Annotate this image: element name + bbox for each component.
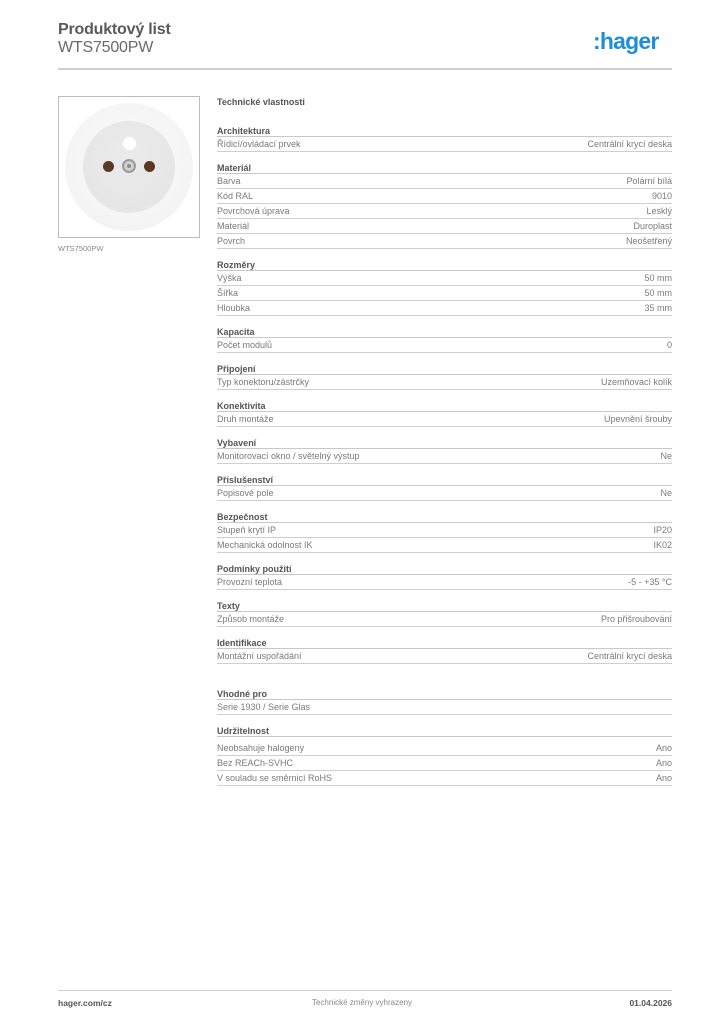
spec-label: Stupeň krytí IP bbox=[217, 525, 277, 535]
spec-value: Polární bílá bbox=[626, 176, 672, 186]
product-image-caption: WTS7500PW bbox=[58, 244, 104, 253]
spec-value: Upevnění šrouby bbox=[603, 414, 672, 424]
group-title: Rozměry bbox=[217, 259, 672, 271]
spec-label: Výška bbox=[217, 273, 242, 283]
spec-label: Monitorovací okno / světelný výstup bbox=[217, 451, 360, 461]
group-title: Texty bbox=[217, 600, 672, 612]
spec-row bbox=[217, 771, 672, 786]
socket-hole-right-icon bbox=[144, 161, 155, 172]
spec-label: Kód RAL bbox=[217, 191, 254, 201]
specs-title: Technické vlastnosti bbox=[217, 97, 305, 107]
spec-group-prislusenstvi bbox=[217, 474, 672, 501]
spec-group-udrzitelnost bbox=[217, 725, 672, 786]
spec-value: IP20 bbox=[653, 525, 672, 535]
spec-label: Barva bbox=[217, 176, 241, 186]
spec-label: Počet modulů bbox=[217, 340, 273, 350]
spec-value: IK02 bbox=[653, 540, 672, 550]
group-title: Architektura bbox=[217, 125, 672, 137]
spec-row bbox=[217, 137, 672, 152]
spec-value: Ano bbox=[655, 773, 672, 783]
group-title: Vhodné pro bbox=[217, 688, 672, 700]
technical-specs bbox=[217, 96, 672, 796]
spec-group-material bbox=[217, 162, 672, 249]
spec-label: Materiál bbox=[217, 221, 250, 231]
spec-value: 50 mm bbox=[644, 288, 672, 298]
spec-value: Ano bbox=[655, 743, 672, 753]
group-title: Bezpečnost bbox=[217, 511, 672, 523]
spec-label: Povrch bbox=[217, 236, 246, 246]
footer-notice: Technické změny vyhrazeny bbox=[311, 998, 413, 1007]
spec-row bbox=[217, 538, 672, 553]
spec-value: Ano bbox=[655, 758, 672, 768]
spec-label: Provozní teplota bbox=[217, 577, 283, 587]
spec-group-vybaveni bbox=[217, 437, 672, 464]
spec-group-vhodne-pro bbox=[217, 688, 672, 715]
spec-row bbox=[217, 756, 672, 771]
spec-group-bezpecnost bbox=[217, 511, 672, 553]
spec-value: -5 - +35 °C bbox=[628, 577, 672, 587]
spec-label: Neobsahuje halogeny bbox=[217, 743, 305, 753]
screw-icon bbox=[122, 159, 136, 173]
spec-row bbox=[217, 174, 672, 189]
spec-value: Lesklý bbox=[646, 206, 672, 216]
spec-group-konektivita bbox=[217, 400, 672, 427]
spec-label: Povrchová úprava bbox=[217, 206, 290, 216]
spec-group-kapacita bbox=[217, 326, 672, 353]
spec-label: V souladu se směrnicí RoHS bbox=[217, 773, 333, 783]
spec-row bbox=[217, 612, 672, 627]
spec-row bbox=[217, 449, 672, 464]
spec-value: 35 mm bbox=[644, 303, 672, 313]
product-code: WTS7500PW bbox=[58, 39, 154, 56]
footer-website-link[interactable]: hager.com/cz bbox=[58, 998, 112, 1008]
header-divider bbox=[58, 68, 672, 70]
group-title: Materiál bbox=[217, 162, 672, 174]
spec-row bbox=[217, 271, 672, 286]
group-title: Identifikace bbox=[217, 637, 672, 649]
earth-pin-icon bbox=[123, 137, 136, 150]
spec-row bbox=[217, 649, 672, 664]
document-title: Produktový list bbox=[58, 21, 171, 38]
spec-value: Centrální krycí deska bbox=[587, 651, 672, 661]
group-title: Příslušenství bbox=[217, 474, 672, 486]
spec-row bbox=[217, 486, 672, 501]
spec-row bbox=[217, 741, 672, 756]
spec-group-podminky-pouziti bbox=[217, 563, 672, 590]
spec-row bbox=[217, 375, 672, 390]
spec-value: 50 mm bbox=[644, 273, 672, 283]
spec-label: Typ konektoru/zástrčky bbox=[217, 377, 310, 387]
spec-row bbox=[217, 189, 672, 204]
spec-label: Způsob montáže bbox=[217, 614, 285, 624]
spec-value: Ne bbox=[660, 451, 672, 461]
spec-row bbox=[217, 301, 672, 316]
spec-value: 9010 bbox=[651, 191, 672, 201]
spec-row bbox=[217, 412, 672, 427]
spec-label: Hloubka bbox=[217, 303, 251, 313]
spec-group-texty bbox=[217, 600, 672, 627]
group-title: Připojení bbox=[217, 363, 672, 375]
group-title: Vybavení bbox=[217, 437, 672, 449]
spec-value: Centrální krycí deska bbox=[587, 139, 672, 149]
group-title: Udržitelnost bbox=[217, 725, 672, 737]
group-title: Kapacita bbox=[217, 326, 672, 338]
spec-group-pripojeni bbox=[217, 363, 672, 390]
spec-row bbox=[217, 204, 672, 219]
spec-label: Mechanická odolnost IK bbox=[217, 540, 313, 550]
spec-label: Řídicí/ovládací prvek bbox=[217, 139, 301, 149]
spec-label: Druh montáže bbox=[217, 414, 274, 424]
spec-label: Šířka bbox=[217, 288, 239, 298]
spec-group-identifikace bbox=[217, 637, 672, 664]
spec-row bbox=[217, 286, 672, 301]
spec-row bbox=[217, 338, 672, 353]
hager-logo: :hager bbox=[593, 28, 659, 54]
spec-row bbox=[217, 700, 672, 715]
spec-value: Uzemňovací kolík bbox=[600, 377, 672, 387]
footer-date: 01.04.2026 bbox=[629, 998, 672, 1008]
spec-row bbox=[217, 219, 672, 234]
socket-face bbox=[83, 121, 175, 213]
spec-value: Duroplast bbox=[633, 221, 672, 231]
spec-value: Ne bbox=[660, 488, 672, 498]
spec-value: 0 bbox=[666, 340, 672, 350]
spec-row bbox=[217, 575, 672, 590]
spec-label: Montážní uspořádání bbox=[217, 651, 302, 661]
group-title: Konektivita bbox=[217, 400, 672, 412]
spec-value: Pro přišroubování bbox=[600, 614, 672, 624]
socket-hole-left-icon bbox=[103, 161, 114, 172]
socket-outlet-image-icon bbox=[65, 103, 193, 231]
footer-divider bbox=[58, 990, 672, 991]
spec-label: Serie 1930 / Serie Glas bbox=[217, 702, 311, 712]
spec-row bbox=[217, 523, 672, 538]
spec-value: Neošetřený bbox=[625, 236, 672, 246]
spec-label: Popisové pole bbox=[217, 488, 274, 498]
spec-group-architektura bbox=[217, 125, 672, 152]
spec-label: Bez REACh-SVHC bbox=[217, 758, 294, 768]
spec-row bbox=[217, 234, 672, 249]
product-image bbox=[58, 96, 200, 238]
spec-group-rozmery bbox=[217, 259, 672, 316]
group-title: Podmínky použití bbox=[217, 563, 672, 575]
